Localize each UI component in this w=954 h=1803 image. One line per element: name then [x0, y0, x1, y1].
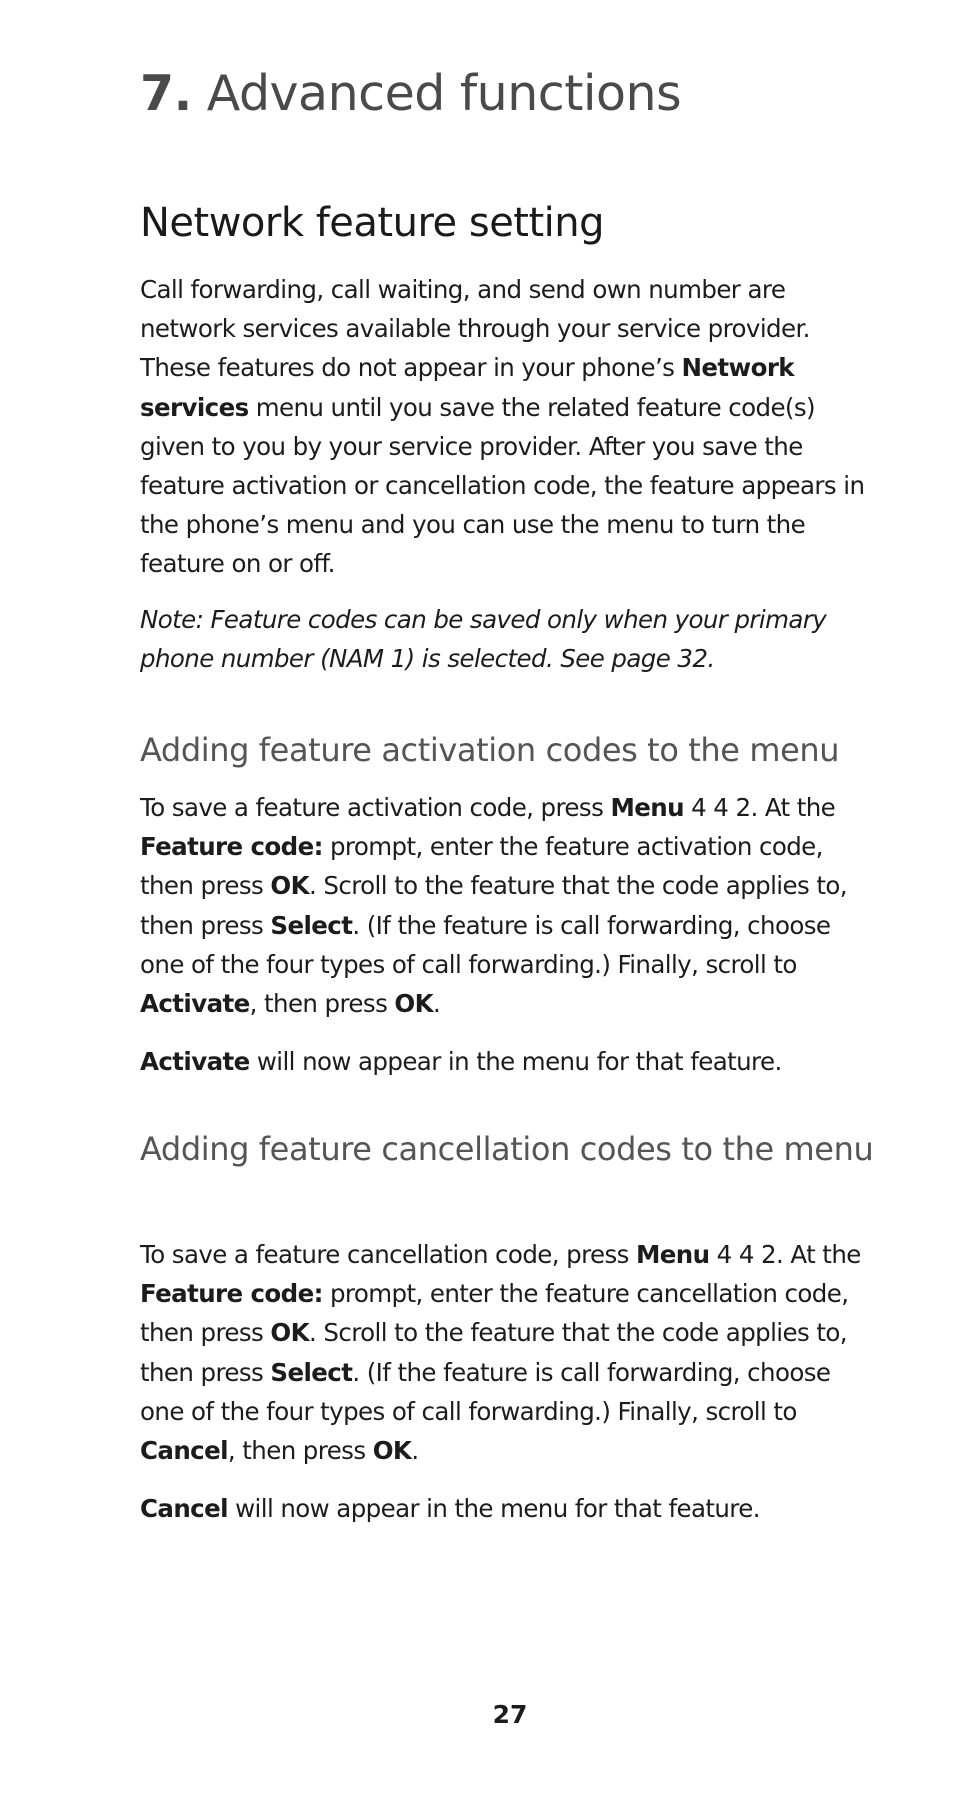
chapter-title [140, 62, 681, 126]
page-number: 27 [492, 1700, 528, 1729]
cancellation-instructions: To save a feature cancellation code, press Menu 4 4 2. At the Feature code: prompt, enter the feature cancellation code, then press OK. Scroll to the feature that the code applies to, then press Select. (If the feature is call forwarding, choose one of the four types of call forwarding.) Finally, scroll to Cancel, then press OK. [140, 1240, 861, 1466]
note-paragraph: Note: Feature codes can be saved only when your primary phone number (NAM 1) is selected. See page 32. [140, 605, 827, 674]
cancellation-subheading: Adding feature cancellation codes to the menu [140, 1130, 874, 1168]
activation-instructions: To save a feature activation code, press Menu 4 4 2. At the Feature code: prompt, enter the feature activation code, then press OK. Scroll to the feature that the code applies to, then press Select. (If the feature is call forwarding, choose one of the four types of call forwarding.) Finally, scroll to Activate, then press OK. [140, 793, 847, 1019]
activation-result: Activate will now appear in the menu for that feature. [140, 1047, 782, 1076]
cancellation-result: Cancel will now appear in the menu for that feature. [140, 1494, 760, 1523]
intro-paragraph: Call forwarding, call waiting, and send own number are network services available through your service provider. These features do not appear in your phone’s Network services menu until you save the related feature code(s) given to you by your service provider. After you save the feature activation or cancellation code, the feature appears in the phone’s menu and you can use the menu to turn the feature on or off. [140, 275, 865, 579]
network-services-term: Network services [140, 353, 794, 422]
chapter-number: 7. [140, 65, 192, 122]
section-title: Network feature setting [140, 200, 605, 246]
activation-subheading: Adding feature activation codes to the menu [140, 731, 840, 769]
chapter-name: Advanced functions [206, 65, 682, 122]
